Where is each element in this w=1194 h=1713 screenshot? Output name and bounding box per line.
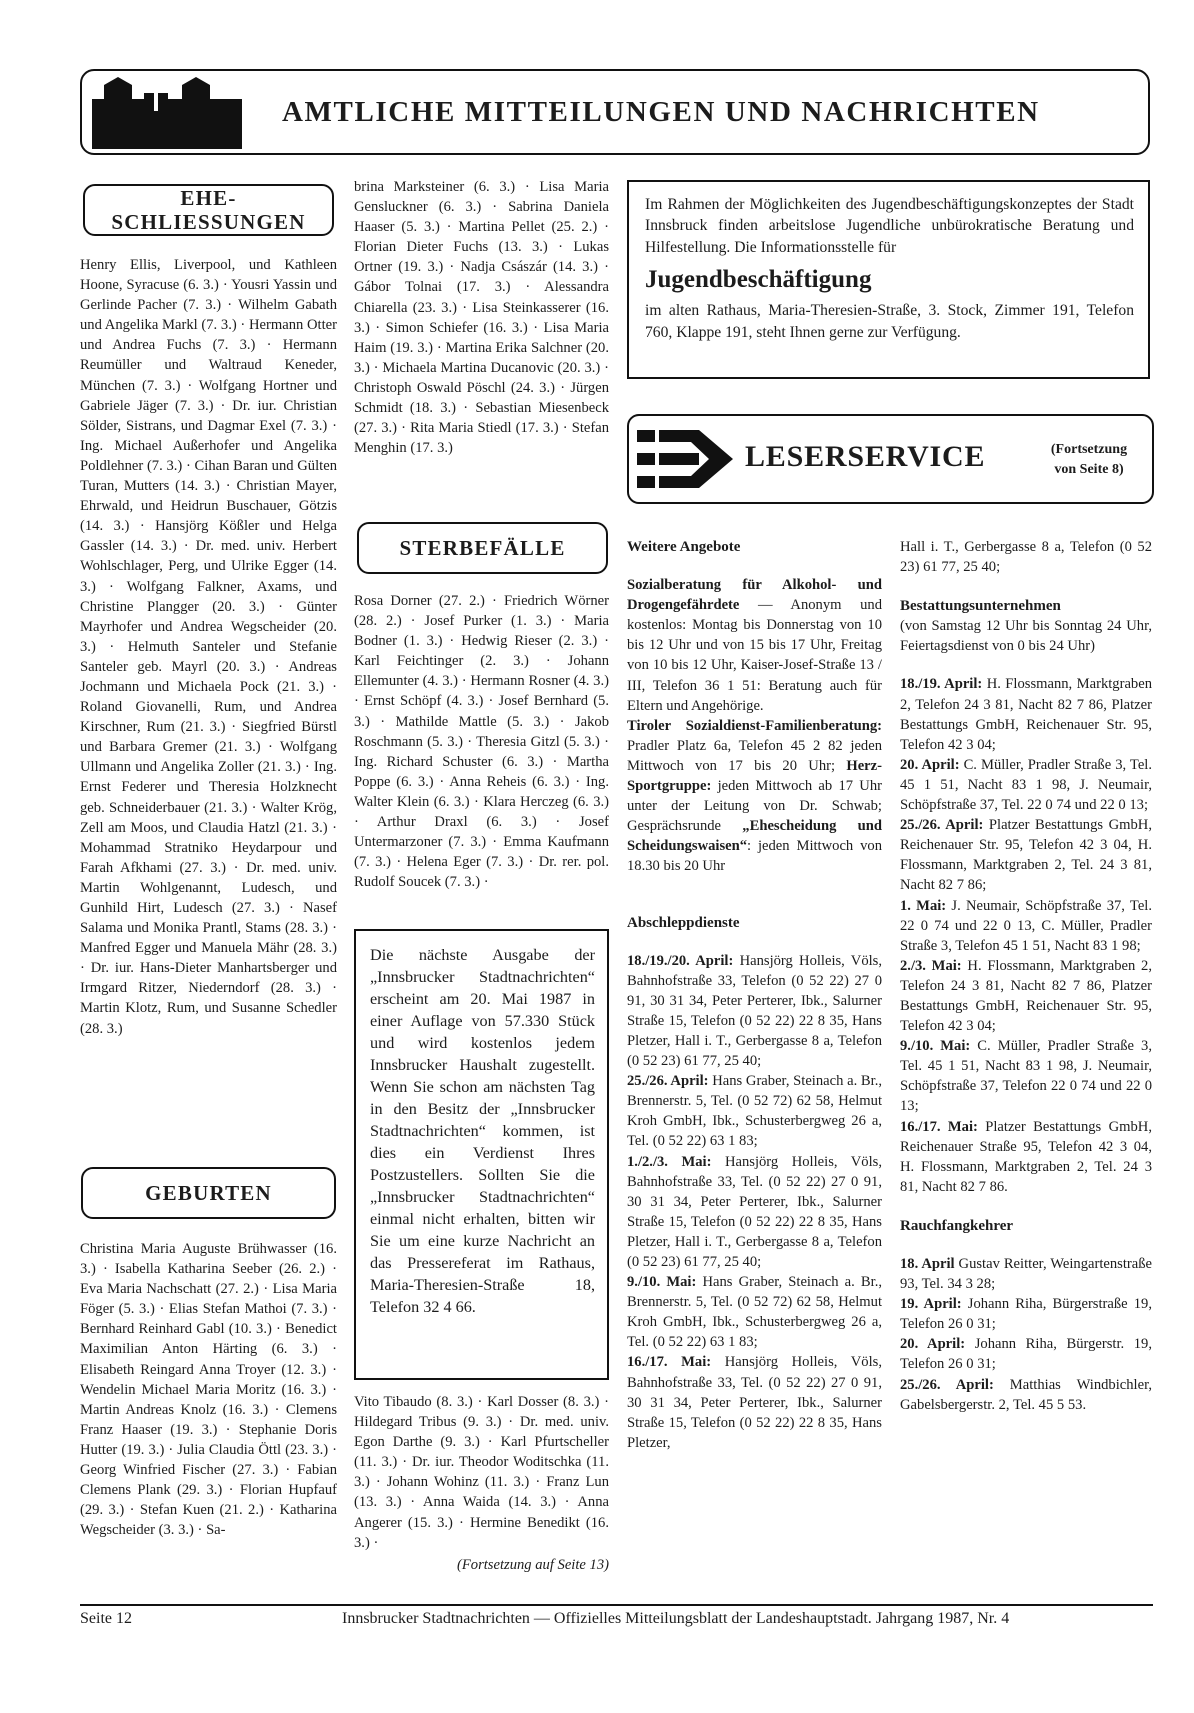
list-item: [900, 896, 1152, 956]
entry-date: 25./26. April:: [627, 1073, 709, 1090]
entry-date: 18. April: [900, 1256, 955, 1272]
rauchfangkehrer-heading: Rauchfangkehrer: [900, 1217, 1014, 1234]
eheschliessungen-heading-box: [83, 184, 334, 236]
geburten-heading-box: [81, 1167, 336, 1219]
leserservice-title: LESERSERVICE: [745, 440, 986, 473]
list-item: [627, 951, 882, 1072]
entry-date: 20. April:: [900, 1336, 966, 1353]
sterbefaelle-fortsetzung: (Fortsetzung auf Seite 13): [457, 1557, 609, 1573]
entry-text: H. Flossmann, Marktgraben 2, Telefon 24 3 81, Nacht 82 7 86, Platzer Bestattungs GmbH, Reichenauer Str. 95, Telefon 42 3 04;: [900, 676, 1152, 753]
footer-masthead: Innsbrucker Stadtnachrichten — Offizielles Mitteilungsblatt der Landeshauptstadt. Jahrgang 1987, Nr. 4: [342, 1610, 1010, 1627]
entry-date: 18./19./20. April:: [627, 952, 734, 969]
entry-text: Hansjörg Holleis, Völs, Bahnhofstraße 33, Telefon (0 52 22) 27 0 91, 30 31 34, Peter Perterer, Ibk., Salurner Straße 15, Telefon (0 52 22) 22 8 35, Hans Pletzer, Hall i. T., Gerbergasse 8 a, Telefon (0 52 23) 61 77, 25 40;: [627, 952, 883, 1070]
list-item: [900, 1254, 1152, 1294]
rauchfangkehrer-list: [900, 1254, 1152, 1415]
ehescheidung-label: „Ehescheidung und Scheidungswaisen“: [627, 818, 882, 855]
leserservice-fortsetzung-line2: von Seite 8): [1054, 462, 1124, 477]
next-issue-text: Die nächste Ausgabe der „Innsbrucker Stadtnachrichten“ erscheint am 20. Mai 1987 in einer Auflage von 57.330 Stück und wird kostenlos jedem Innsbrucker Haushalt zugestellt. Wenn Sie schon am nächsten Tag in den Besitz der „Innsbrucker Stadtnachrichten“ kommen, ist dies ein Verdienst Ihres Postzustellers. Sollten Sie die „Innsbrucker Stadtnachrichten“ einmal nicht erhalten, bitten wir Sie um eine kurze Nachricht an das Pressereferat im Rathaus, Maria-Theresien-Straße 18, Telefon 32 4 66.: [370, 946, 595, 1316]
list-item: [900, 1036, 1152, 1116]
entry-date: 18./19. April:: [900, 676, 983, 693]
entry-text: Matthias Windbichler, Gabelsbergerstr. 2, Tel. 45 5 53.: [900, 1376, 1152, 1413]
tiroler-sozialdienst-entry: [627, 716, 882, 877]
sozialberatung-label: Sozialberatung für Alkohol- und Drogengefährdete: [627, 577, 882, 614]
abschleppdienste-list: [627, 951, 882, 1453]
geburten-continued-text: brina Marksteiner (6. 3.) · Lisa Maria Gensluckner (6. 3.) · Sabrina Daniela Haaser (5. 3.) · Martina Pellet (25. 2.) · Florian Dieter Fuchs (13. 3.) · Lukas Ortner (19. 3.) · Nadja Császár (14. 3.) · Gábor Tolnai (17. 3.) · Alessandra Chiarella (23. 3.) · Lisa Steinkasserer (16. 3.) · Simon Schiefer (16. 3.) · Lisa Maria Haim (19. 3.) · Martina Erika Salchner (20. 3.) · Michaela Martina Ducanovic (20. 3.) · Christoph Oswald Pöschl (24. 3.) · Jürgen Schmidt (18. 3.) · Sebastian Miesenbeck (27. 3.) · Rita Maria Stiedl (17. 3.) · Stefan Menghin (17. 3.): [354, 179, 609, 457]
eheschliessungen-heading-line1: EHE-: [180, 186, 237, 210]
abschleppdienste-heading: Abschleppdienste: [627, 914, 740, 931]
entry-date: 1. Mai:: [900, 897, 947, 914]
entry-date: 9./10. Mai:: [627, 1274, 697, 1291]
entry-text: Johann Riha, Bürgerstraße 19, Telefon 26 0 31;: [900, 1296, 1153, 1333]
leserservice-fortsetzung: [1030, 440, 1148, 480]
bestattung-intro: (von Samstag 12 Uhr bis Sonntag 24 Uhr, Feiertagsdienst von 0 bis 24 Uhr): [900, 618, 1152, 655]
sterbefaelle-text-continued: Vito Tibaudo (8. 3.) · Karl Dosser (8. 3.) · Hildegard Tribus (9. 3.) · Dr. med. univ. Egon Darthe (9. 3.) · Karl Pfurtscheller (11. 3.) · Dr. iur. Theodor Woditschka (11. 3.) · Johann Wohinz (11. 3.) · Franz Lun (13. 3.) · Anna Waida (14. 3.) · Anna Angerer (15. 3.) · Hermine Benedikt (16. 3.) ·: [354, 1394, 609, 1551]
list-item: [900, 815, 1152, 895]
entry-text: Hansjörg Holleis, Völs, Bahnhofstraße 33, Tel. (0 52 22) 27 0 91, 30 31 34, Peter Perterer, Ibk., Salurner Straße 15, Telefon (0 52 22) 22 8 35, Hans Pletzer,: [627, 1354, 882, 1451]
list-item: [627, 1352, 882, 1452]
entry-date: 20. April:: [900, 756, 960, 773]
entry-text: Gustav Reitter, Weingartenstraße 93, Tel. 34 3 28;: [900, 1256, 1152, 1293]
entry-date: 16./17. Mai:: [900, 1118, 978, 1135]
list-item: [627, 1152, 882, 1273]
sterbefaelle-heading-box: [357, 522, 608, 574]
bestattung-list: [900, 674, 1152, 1196]
sterbefaelle-heading: STERBEFÄLLE: [399, 536, 566, 560]
entry-text: H. Flossmann, Marktgraben 2, Telefon 24 3 81, Nacht 82 7 86, Platzer Bestattungs GmbH, Reichenauer Str. 95, Telefon 42 3 04;: [900, 957, 1152, 1035]
list-item: [900, 1334, 1152, 1374]
column4: [900, 537, 1152, 1415]
sterbefaelle-text: Rosa Dorner (27. 2.) · Friedrich Wörner (28. 2.) · Josef Purker (1. 3.) · Maria Bodner (1. 3.) · Hedwig Rieser (2. 3.) · Karl Feichtinger (2. 3.) · Johann Ellemunter (4. 3.) · Hermann Rosner (4. 3.) · Ernst Schöpf (4. 3.) · Josef Bernhard (5. 3.) · Mathilde Mattle (5. 3.) · Jakob Roschmann (5. 3.) · Theresia Gitzl (5. 3.) · Ing. Richard Schuster (6. 3.) · Martha Poppe (6. 3.) · Anna Reheis (6. 3.) · Ing. Walter Klein (6. 3.) · Klara Herczeg (6. 3.) · Arthur Draxl (6. 3.) · Josef Untermarzoner (7. 3.) · Emma Kaufmann (7. 3.) · Helena Eger (7. 3.) · Dr. rer. pol. Rudolf Soucek (7. 3.) ·: [354, 593, 609, 891]
entry-date: 2./3. Mai:: [900, 957, 962, 974]
herz-sportgruppe-label: Herz-Sportgruppe:: [627, 757, 882, 795]
list-item: [627, 1071, 882, 1151]
tiroler-sozialdienst-label: Tiroler Sozialdienst-Familienberatung:: [627, 717, 882, 734]
masthead-title: AMTLICHE MITTEILUNGEN UND NACHRICHTEN: [282, 96, 1040, 128]
ehescheidung-text: : jeden Mittwoch von 18.30 bis 20 Uhr: [627, 838, 882, 875]
entry-date: 9./10. Mai:: [900, 1038, 971, 1055]
entry-text: Platzer Bestattungs GmbH, Reichenauer Straße 95, Telefon 42 3 04, H. Flossmann, Marktgraben 2, Tel. 24 3 81, Nacht 82 7 86.: [900, 1118, 1152, 1195]
sozialberatung-text: — Anonym und kostenlos: Montag bis Donnerstag von 10 bis 12 Uhr und von 15 bis 17 Uhr, Freitag von 10 bis 12 Uhr, Kaiser-Josef-Straße 13 / III, Telefon 36 1 51: Beratung auch für Eltern und Angehörige.: [627, 597, 882, 714]
jugendbeschaeftigung-box: [627, 180, 1150, 379]
entry-text: Hans Graber, Steinach a. Br., Brennerstr. 5, Tel. (0 52 72) 62 58, Helmut Kroh GmbH, Ibk., Schusterbergweg 26 a, Tel. (0 52 22) 63 1 83;: [627, 1073, 882, 1150]
geburten-heading: GEBURTEN: [145, 1181, 272, 1205]
entry-text: C. Müller, Pradler Straße 3, Tel. 45 1 51, Nacht 83 1 98, J. Neumair, Schöpfstraße 37, Tel. 22 0 74 und 22 0 13;: [900, 756, 1152, 814]
arrow-logo-icon: [637, 424, 737, 494]
entry-text: Platzer Bestattungs GmbH, Reichenauer Str. 95, Telefon 42 3 04, H. Flossmann, Marktgraben 2, Tel. 24 3 81, Nacht 82 7 86;: [900, 817, 1152, 894]
list-item: [900, 674, 1152, 754]
entry-text: C. Müller, Pradler Straße 3, Tel. 45 1 51, Nacht 83 1 98, J. Neumair, Schöpfstraße 37, Telefon 22 0 74 und 22 0 13;: [900, 1038, 1152, 1115]
entry-text: Johann Riha, Bürgerstr. 19, Telefon 26 0 31;: [900, 1336, 1153, 1373]
eheschliessungen-heading-line2: SCHLIESSUNGEN: [111, 210, 306, 234]
list-item: [900, 1117, 1152, 1197]
entry-date: 19. April:: [900, 1296, 962, 1313]
list-item: [900, 755, 1152, 815]
list-item: [900, 956, 1152, 1036]
jugend-details: im alten Rathaus, Maria-Theresien-Straße, 3. Stock, Zimmer 191, Telefon 760, Klappe 191, steht Ihnen gerne zur Verfügung.: [645, 302, 1134, 341]
entry-date: 16./17. Mai:: [627, 1354, 712, 1371]
entry-text: Hans Graber, Steinach a. Br., Brennerstr. 5, Tel. (0 52 72) 62 58, Helmut Kroh GmbH, Ibk., Schusterbergweg 26 a, Tel. (0 52 22) 63 1 83;: [627, 1274, 882, 1351]
bestattung-heading: Bestattungsunternehmen: [900, 598, 1061, 615]
abschlepp-continued-text: Hall i. T., Gerbergasse 8 a, Telefon (0 52 23) 61 77, 25 40;: [900, 539, 1152, 576]
entry-date: 25./26. April:: [900, 817, 984, 834]
page-number: Seite 12: [80, 1610, 132, 1627]
list-item: [900, 1375, 1152, 1415]
list-item: [627, 1272, 882, 1352]
geburten-text: Christina Maria Auguste Brühwasser (16. 3.) · Isabella Katharina Seeber (26. 2.) · Eva Maria Nachschatt (27. 2.) · Lisa Maria Föger (5. 3.) · Elias Stefan Mathoi (7. 3.) · Bernhard Reinhard Gabl (10. 3.) · Benedict Maximilian Anton Härting (6. 3.) · Elisabeth Reingard Anna Troyer (12. 3.) · Wendelin Michael Maria Moritz (16. 3.) · Martin Andreas Knolz (16. 3.) · Clemens Franz Haaser (19. 3.) · Stephanie Doris Hutter (19. 3.) · Julia Claudia Öttl (23. 3.) · Georg Winfried Fischer (27. 3.) · Fabian Clemens Plank (29. 3.) · Florian Hupfauf (29. 3.) · Stefan Kuen (21. 2.) · Katharina Wegscheider (3. 3.) · Sa-: [80, 1241, 337, 1539]
sozialberatung-entry: [627, 575, 882, 716]
jugend-heading: Jugendbeschäftigung: [645, 266, 872, 294]
entry-text: Hansjörg Holleis, Völs, Bahnhofstraße 33, Tel. (0 52 22) 27 0 91, 30 31 34, Peter Perterer, Ibk., Salurner Straße 15, Telefon (0 52 22) 22 8 35, Hans Pletzer, Hall i. T., Gerbergasse 8 a, Telefon (0 52 23) 61 77, 25 40;: [627, 1153, 882, 1270]
city-towers-logo-icon: [92, 75, 242, 149]
weitere-angebote-heading: Weitere Angebote: [627, 539, 741, 555]
tiroler-sozialdienst-text: Pradler Platz 6a, Telefon 45 2 82 jeden Mittwoch von 17 bis 20 Uhr;: [627, 737, 882, 774]
entry-date: 1./2./3. Mai:: [627, 1153, 712, 1170]
eheschliessungen-text: Henry Ellis, Liverpool, und Kathleen Hoone, Syracuse (6. 3.) · Yousri Yassin und Gerlinde Pacher (7. 3.) · Wilhelm Gabath und Angelika Markl (7. 3.) · Hermann Otter und Andrea Fuchs (7. 3.) · Hermann Reumüller und Waltraud Keneder, München (7. 3.) · Wolfgang Hortner und Gabriele Jäger (7. 3.) · Dr. iur. Christian Sölder, Sistrans, und Dagmar Exel (7. 3.) · Ing. Michael Außerhofer und Angelika Poldlehner (7. 3.) · Cihan Baran und Gülten Turan, Mutters (14. 3.) · Christian Mayer, Ehrwald, und Heidrun Buschauer, Götzis (14. 3.) · Hansjörg Kößler und Helga Gassler (14. 3.) · Dr. med. univ. Herbert Wohlschlager, Perg, und Ulrike Egger (14. 3.) · Wolfgang Falkner, Axams, und Christine Plangger (20. 3.) · Günter Mayrhofer und Andrea Wegscheider (20. 3.) · Helmuth Santeler und Stefanie Santeler geb. Mayrl (20. 3.) · Andreas Jochmann und Michaela Pock (21. 3.) · Roland Giovanelli, Rum, und Andrea Kirschner, Rum (21. 3.) · Siegfried Bürstl und Barbara Gremer (21. 3.) · Wolfgang Ullmann und Angelika Zoller (21. 3.) · Ing. Ernst Federer und Theresia Holzknecht geb. Schneiderbauer (21. 3.) · Walter Krög, Zell am Moos, und Claudia Hatzl (21. 3.) · Mohammad Stratniko Heydarpour und Farah Afkhami (27. 3.) · Dr. med. univ. Martin Wohlgenannt, Ludesch, und Gunhild Hirt, Ludesch (27. 3.) · Nasef Salama und Monika Prantl, Stams (28. 3.) · Manfred Egger und Manuela Mähr (28. 3.) · Dr. iur. Hans-Dieter Manhartsberger und Irmgard Ritzer, Niederndorf (28. 3.) · Martin Klotz, Rum, und Susanne Schedler (28. 3.): [80, 257, 337, 1037]
herz-sportgruppe-text: jeden Mittwoch ab 17 Uhr unter der Leitung von Dr. Schwab; Gesprächsrunde: [627, 778, 882, 835]
jugend-intro: Im Rahmen der Möglichkeiten des Jugendbeschäftigungskonzeptes der Stadt Innsbruck finden arbeitslose Jugendliche unbürokratische Beratung und Hilfestellung. Die Informationsstelle für: [645, 196, 1134, 256]
leserservice-fortsetzung-line1: (Fortsetzung: [1050, 442, 1128, 457]
weitere-angebote-column: [627, 537, 882, 1453]
next-issue-box: [354, 929, 609, 1380]
footer-rule: [80, 1604, 1153, 1606]
list-item: [900, 1294, 1152, 1334]
entry-date: 25./26. April:: [900, 1376, 994, 1393]
entry-text: J. Neumair, Schöpfstraße 37, Tel. 22 0 74 und 22 0 13, C. Müller, Pradler Straße 3, Telefon 45 1 51, Nacht 83 1 98;: [900, 897, 1152, 954]
